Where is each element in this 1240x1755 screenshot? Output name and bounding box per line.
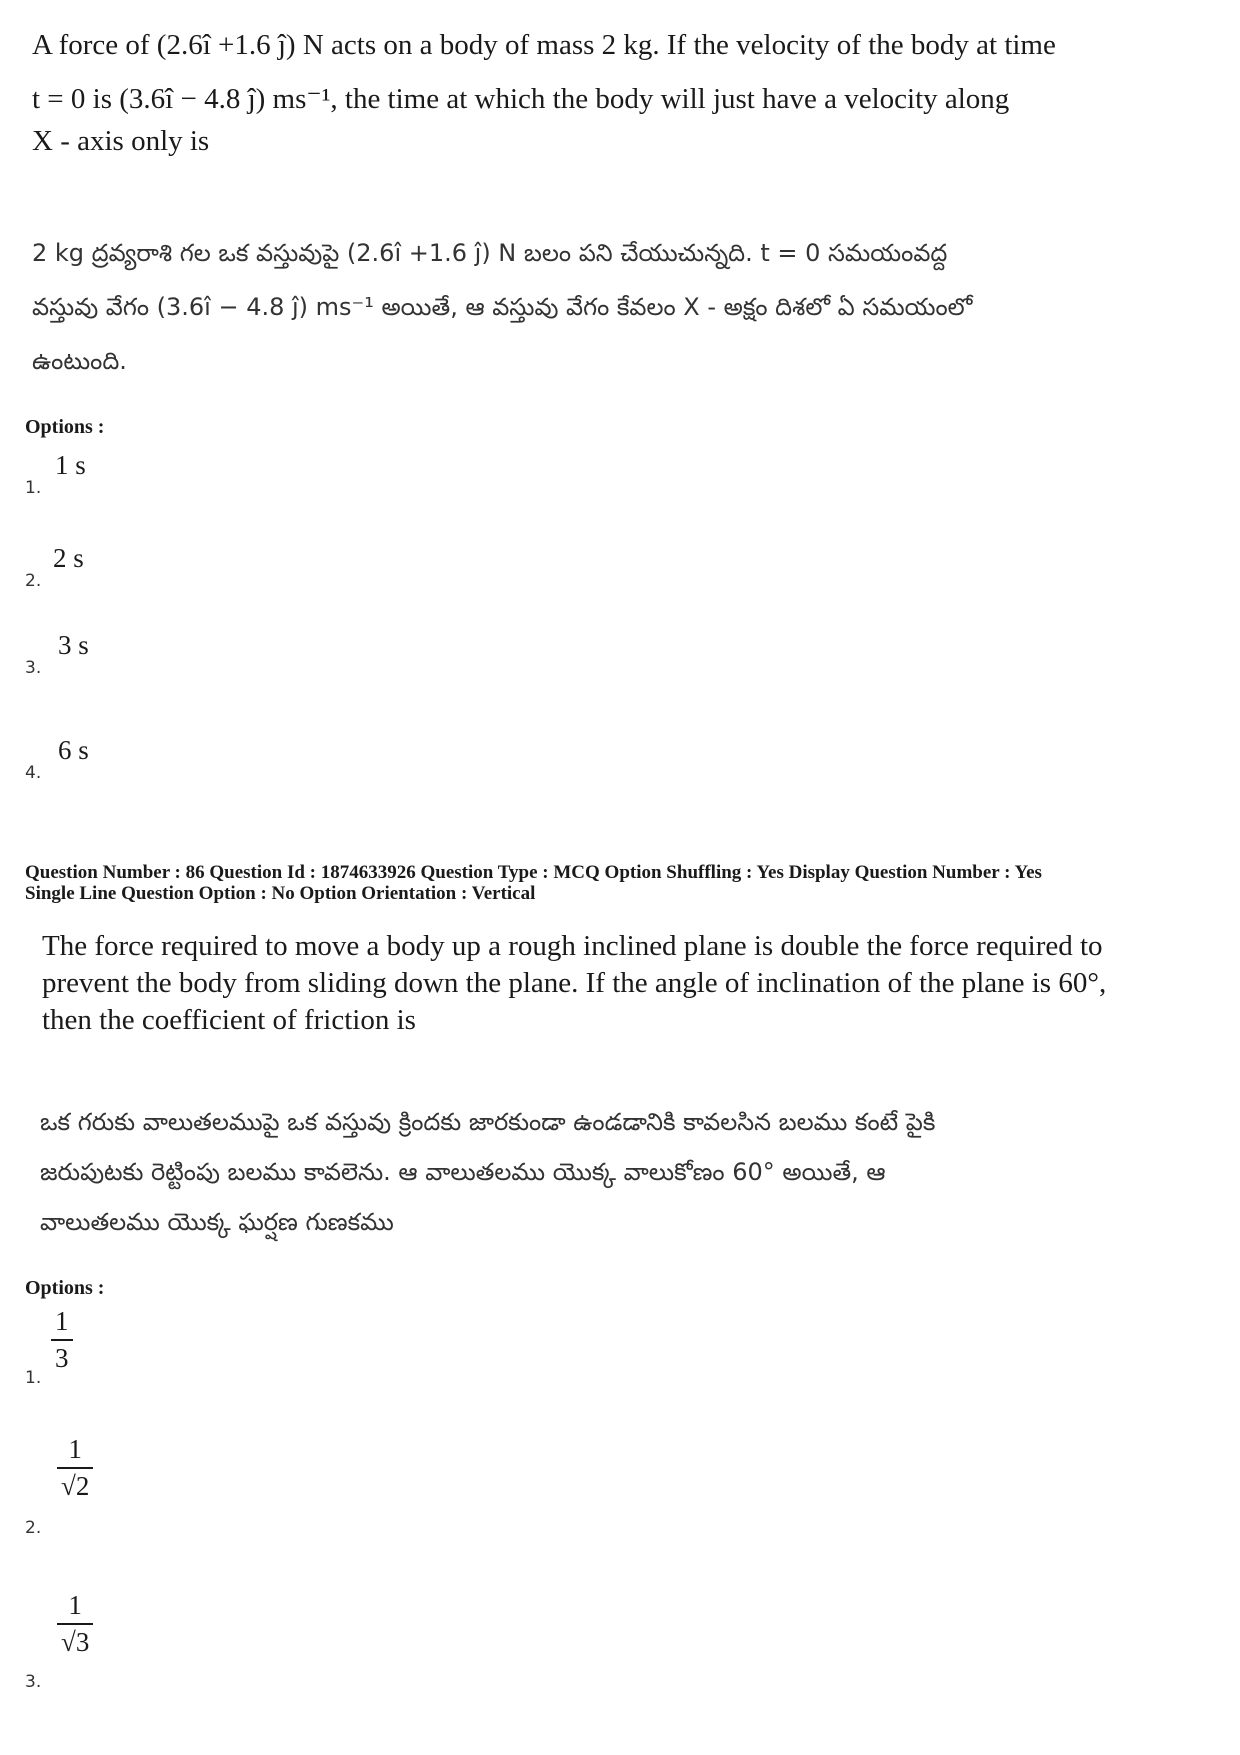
q86-options-label: Options :: [25, 1277, 105, 1299]
q86-option-1-number: 1.: [25, 1368, 42, 1388]
q86-option-3-number: 3.: [25, 1672, 42, 1692]
q86-meta-line-2: Single Line Question Option : No Option Orientation : Vertical: [25, 883, 536, 904]
q85-option-1-value: 1 s: [55, 450, 86, 480]
q86-option-1-denominator: 3: [55, 1343, 69, 1373]
q86-text-en: [42, 928, 1222, 1039]
q85-te-line-2: వస్తువు వేగం (3.6î − 4.8 ĵ) ms⁻¹ అయితే, ఆ వస్తువు వేగం కేవలం X - అక్షం దిశలో ఏ సమయంలో: [32, 293, 973, 321]
q86-text-te: [40, 1097, 1220, 1247]
q85-en-line-2: t = 0 is (3.6î − 4.8 ĵ) ms⁻¹, the time at which the body will just have a velocity along: [32, 83, 1010, 115]
q86-option-1-fraction: [51, 1306, 73, 1374]
fraction-bar: [57, 1623, 93, 1625]
q85-option-1-number: 1.: [25, 478, 42, 498]
q86-option-2-fraction: [57, 1434, 93, 1502]
q85-option-2-value: 2 s: [53, 543, 84, 573]
q85-te-line-1: 2 kg ద్రవ్యరాశి గల ఒక వస్తువుపై (2.6î +1.6 ĵ) N బలం పని చేయుచున్నది. t = 0 సమయంవద్ద: [32, 239, 948, 267]
q85-en-line-3: X - axis only is: [32, 125, 210, 157]
q86-option-2-number: 2.: [25, 1518, 42, 1538]
q86-metadata: [25, 862, 1225, 904]
q85-option-3-number: 3.: [25, 658, 42, 678]
q86-en-line-3: then the coefficient of friction is: [42, 1004, 416, 1036]
q85-option-3[interactable]: [25, 630, 225, 690]
q85-option-4-value: 6 s: [58, 735, 89, 765]
q86-option-1-numerator: 1: [55, 1306, 69, 1336]
q86-meta-line-1: Question Number : 86 Question Id : 1874633926 Question Type : MCQ Option Shuffling : Yes Display Question Number : Yes: [25, 862, 1042, 883]
q86-option-3-denominator: √3: [61, 1627, 90, 1657]
q85-option-4-number: 4.: [25, 763, 42, 783]
q86-te-line-1: ఒక గరుకు వాలుతలముపై ఒక వస్తువు క్రిందకు జారకుండా ఉండడానికి కావలసిన బలము కంటే పైకి: [40, 1108, 936, 1136]
q86-option-3-fraction: [57, 1590, 93, 1658]
q85-option-2[interactable]: [25, 543, 225, 603]
q86-te-line-2: జరుపుటకు రెట్టింపు బలము కావలెను. ఆ వాలుతలము యొక్క వాలుకోణం 60° అయితే, ఆ: [40, 1158, 886, 1186]
q86-option-2-numerator: 1: [68, 1434, 82, 1464]
q85-en-line-1: A force of (2.6î +1.6 ĵ) N acts on a body of mass 2 kg. If the velocity of the body at time: [32, 29, 1056, 61]
fraction-bar: [57, 1467, 93, 1469]
q86-option-3-numerator: 1: [68, 1590, 82, 1620]
q86-option-1[interactable]: [25, 1306, 225, 1396]
q86-en-line-1: The force required to move a body up a rough inclined plane is double the force required to: [42, 930, 1103, 962]
q86-te-line-3: వాలుతలము యొక్క ఘర్షణ గుణకము: [40, 1208, 394, 1236]
q86-option-2-denominator: √2: [61, 1471, 90, 1501]
fraction-bar: [51, 1339, 73, 1341]
q86-en-line-2: prevent the body from sliding down the plane. If the angle of inclination of the plane is 60°,: [42, 967, 1107, 999]
q85-text-en: [32, 18, 1212, 156]
q85-option-3-value: 3 s: [58, 630, 89, 660]
q86-option-3[interactable]: [25, 1590, 225, 1700]
q85-text-te: [32, 226, 1212, 388]
q85-option-1[interactable]: [25, 450, 225, 510]
q85-te-line-3: ఉంటుంది.: [32, 347, 127, 375]
q85-option-2-number: 2.: [25, 571, 42, 591]
q86-option-2[interactable]: [25, 1434, 225, 1544]
q85-option-4[interactable]: [25, 735, 225, 795]
q85-options-label: Options :: [25, 416, 105, 438]
